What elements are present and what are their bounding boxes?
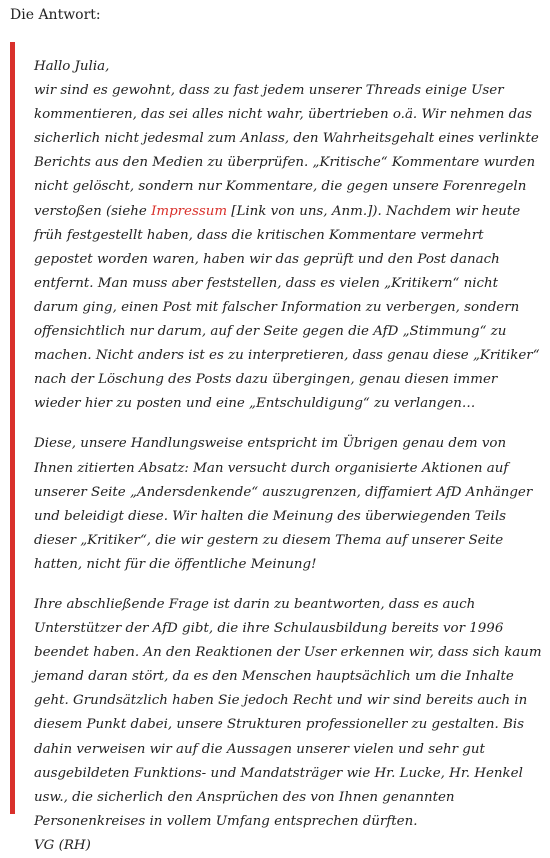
intro-text: Die Antwort: bbox=[10, 7, 101, 23]
blockquote bbox=[10, 42, 542, 853]
impressum-link[interactable]: Impressum bbox=[151, 203, 228, 219]
greeting: Hallo Julia, bbox=[34, 59, 110, 74]
paragraph-1-text-after-link: [Link von uns, Anm.]). Nachdem wir heute früh festgestellt haben, dass die kritischen Kommentare vermehrt gepostet worden waren, haben wir das geprüft und den Post danach entfernt. Man muss aber feststellen, dass es vielen „Kritikern“ nicht darum ging, einen Post mit falscher Information zu verbergen, sondern offensichtlich nur darum, auf der Seite gegen die AfD „Stimmung“ zu machen. Nicht anders ist es zu interpretieren, dass genau diese „Kritiker“ nach der Löschung des Posts dazu übergingen, genau diesen immer wieder hier zu posten und eine „Entschuldigung“ zu verlangen… bbox=[34, 203, 540, 412]
paragraph-3-text: Ihre abschließende Frage ist darin zu beantworten, dass es auch Unterstützer der AfD gibt, die ihre Schulausbildung bereits vor 1996 beendet haben. An den Reaktionen der User erkennen wir, dass sich kaum jemand daran stört, da es den Menschen hauptsächlich um die Inhalte geht. Grundsätzlich haben Sie jedoch Recht und wir sind bereits auch in diesem Punkt dabei, unsere Strukturen professioneller zu gestalten. Bis dahin verweisen wir auf die Aussagen unserer vielen und sehr gut ausgebildeten Funktions- und Mandatsträger wie Hr. Lucke, Hr. Henkel usw., die sicherlich den Ansprüchen des von Ihnen genannten Personenkreises in vollem Umfang entsprechen dürften. bbox=[34, 596, 542, 829]
quote-paragraph-2: Diese, unsere Handlungsweise entspricht im Übrigen genau dem von Ihnen zitierten Absatz: Man versucht durch organisierte Aktionen auf unserer Seite „Andersdenkende“ auszugrenzen, diffamiert AfD Anhänger und beleidigt diese. Wir halten die Meinung des überwiegenden Teils dieser „Kritiker“, die wir gestern zu diesem Thema auf unserer Seite hatten, nicht für die öffentliche Meinung! bbox=[34, 436, 533, 572]
signature: VG (RH) bbox=[34, 837, 91, 853]
paragraph-1-text-before-link: wir sind es gewohnt, dass zu fast jedem unserer Threads einige User kommentieren, das sei alles nicht wahr, übertrieben o.ä. Wir nehmen das sicherlich nicht jedesmal zum Anlass, den Wahrheitsgehalt eines verlinkte Berichts aus den Medien zu überprüfen. „Kritische“ Kommentare wurden nicht gelöscht, sondern nur Kommentare, die gegen unsere Forenregeln verstoßen (siehe bbox=[34, 83, 539, 219]
quote-paragraph-3 bbox=[34, 593, 542, 858]
quote-paragraph-1 bbox=[34, 55, 542, 416]
